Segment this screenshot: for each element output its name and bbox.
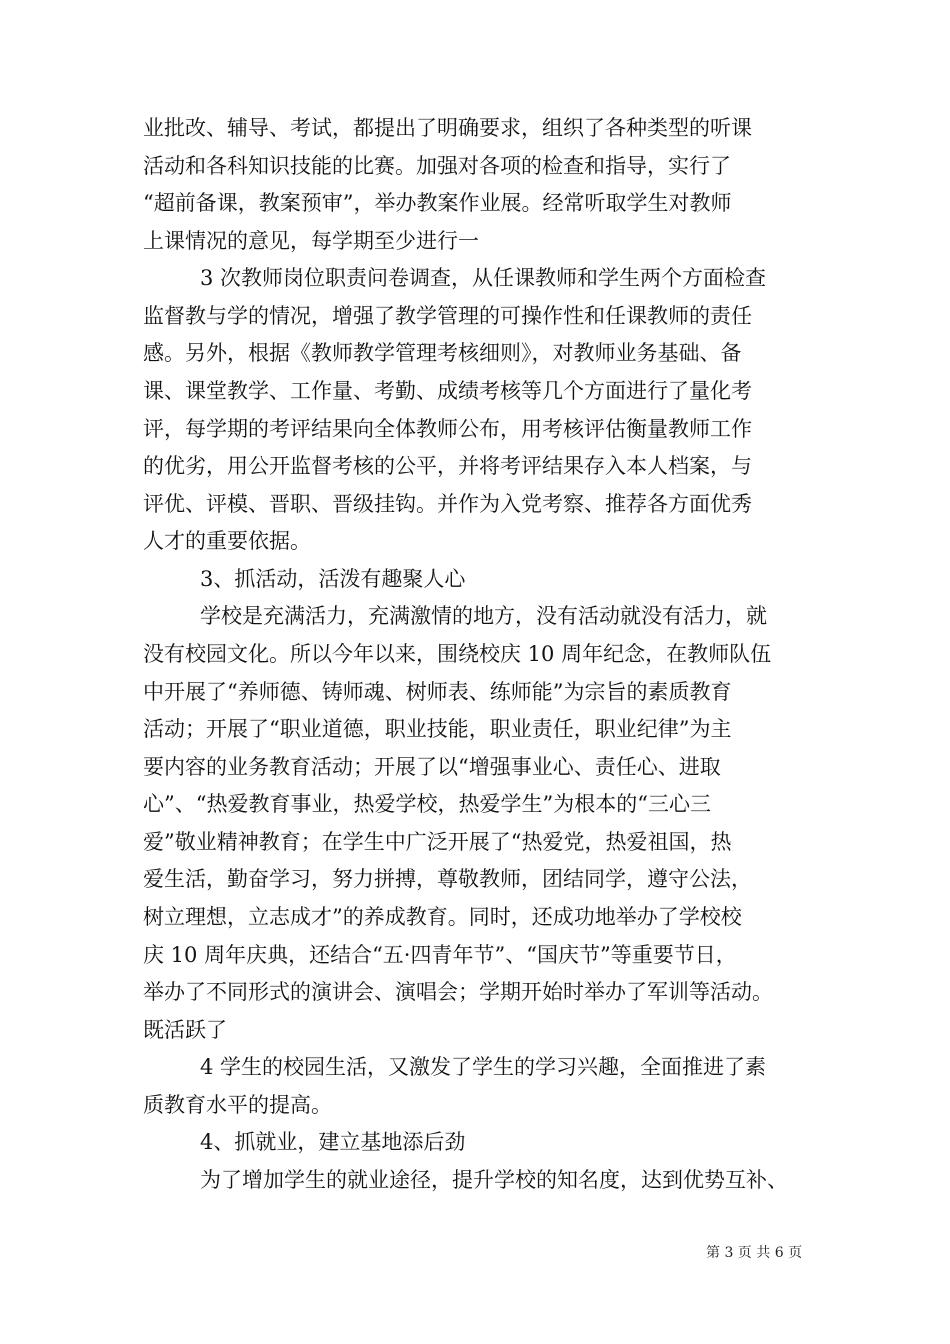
text-line: 心”、“热爱教育事业，热爱学校，热爱学生”为根本的“三心三 (143, 792, 711, 816)
text-line: 上课情况的意见，每学期至少进行一 (143, 229, 479, 253)
text-line: 4 学生的校园生活，又激发了学生的学习兴趣，全面推进了素 (200, 1055, 767, 1079)
text-line: 庆 10 周年庆典，还结合“五·四青年节”、“国庆节”等重要节日， (143, 943, 737, 967)
text-line: 为了增加学生的就业途径，提升学校的知名度，达到优势互补、 (200, 1168, 788, 1192)
text-line: 爱”敬业精神教育；在学生中广泛开展了“热爱党，热爱祖国，热 (143, 830, 732, 854)
text-line: 中开展了“养师德、铸师魂、树师表、练师能”为宗旨的素质教育 (143, 680, 732, 704)
page-number-footer: 第 3 页 共 6 页 (706, 1245, 803, 1261)
text-line: 学校是充满活力，充满激情的地方，没有活动就没有活力，就 (200, 604, 767, 628)
text-line: 人才的重要依据。 (143, 529, 311, 553)
text-line: 评，每学期的考评结果向全体教师公布，用考核评估衡量教师工作 (143, 417, 752, 441)
text-line: “超前备课，教案预审”，举办教案作业展。经常听取学生对教师 (143, 191, 732, 215)
text-line: 要内容的业务教育活动；开展了以“增强事业心、责任心、进取 (143, 755, 721, 779)
text-line: 没有校园文化。所以今年以来，围绕校庆 10 周年纪念，在教师队伍 (143, 642, 772, 666)
text-line: 爱生活，勤奋学习，努力拼搏，尊敬教师，团结同学，遵守公法， (143, 867, 752, 891)
text-line: 的优劣，用公开监督考核的公平，并将考评结果存入本人档案，与 (143, 454, 752, 478)
section-heading: 4、抓就业，建立基地添后劲 (200, 1130, 466, 1154)
text-line: 课、课堂教学、工作量、考勤、成绩考核等几个方面进行了量化考 (143, 379, 752, 403)
text-line: 质教育水平的提高。 (143, 1093, 332, 1117)
text-line: 业批改、辅导、考试，都提出了明确要求，组织了各种类型的听课 (143, 116, 752, 140)
text-line: 树立理想，立志成才”的养成教育。同时，还成功地举办了学校校 (143, 905, 742, 929)
text-line: 举办了不同形式的演讲会、演唱会；学期开始时举办了军训等活动。 (143, 980, 773, 1004)
text-line: 3 次教师岗位职责问卷调查，从任课教师和学生两个方面检查 (200, 266, 767, 290)
section-heading: 3、抓活动，活泼有趣聚人心 (200, 567, 466, 591)
text-line: 评优、评模、晋职、晋级挂钩。并作为入党考察、推荐各方面优秀 (143, 492, 752, 516)
text-line: 活动；开展了“职业道德，职业技能，职业责任，职业纪律”为主 (143, 717, 732, 741)
text-line: 既活跃了 (143, 1018, 227, 1042)
text-line: 活动和各科知识技能的比赛。加强对各项的检查和指导，实行了 (143, 154, 731, 178)
text-line: 监督教与学的情况，增强了教学管理的可操作性和任课教师的责任 (143, 304, 752, 328)
text-line: 感。另外，根据《教师教学管理考核细则》，对教师业务基础、备 (143, 341, 742, 365)
